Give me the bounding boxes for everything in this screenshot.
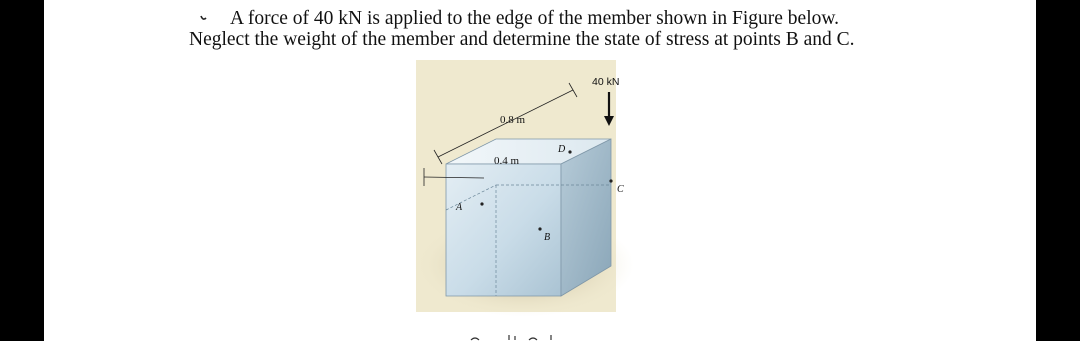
point-a-label: A <box>456 202 463 213</box>
point-c-label: C <box>617 184 624 195</box>
problem-statement-line-2: Neglect the weight of the member and determine the state of stress at points B and C. <box>189 29 855 50</box>
point-d-marker <box>568 150 571 153</box>
point-a-marker <box>480 202 483 205</box>
cut-off-text-fragment <box>469 334 559 341</box>
member-block-front-face <box>446 164 561 296</box>
point-b-label: B <box>544 232 551 243</box>
point-d-label: D <box>558 144 566 155</box>
problem-statement-line-1: A force of 40 kN is applied to the edge of the member shown in Figure below. <box>230 8 840 29</box>
force-label: 40 kN <box>592 76 620 88</box>
member-figure <box>416 60 624 312</box>
document-page <box>44 0 1036 341</box>
dimension-width-label: 0.8 m <box>500 114 526 126</box>
dimension-depth-label: 0.4 m <box>494 155 520 167</box>
point-c-marker <box>609 179 612 182</box>
point-b-marker <box>538 227 541 230</box>
bullet-mark-icon <box>200 9 208 23</box>
